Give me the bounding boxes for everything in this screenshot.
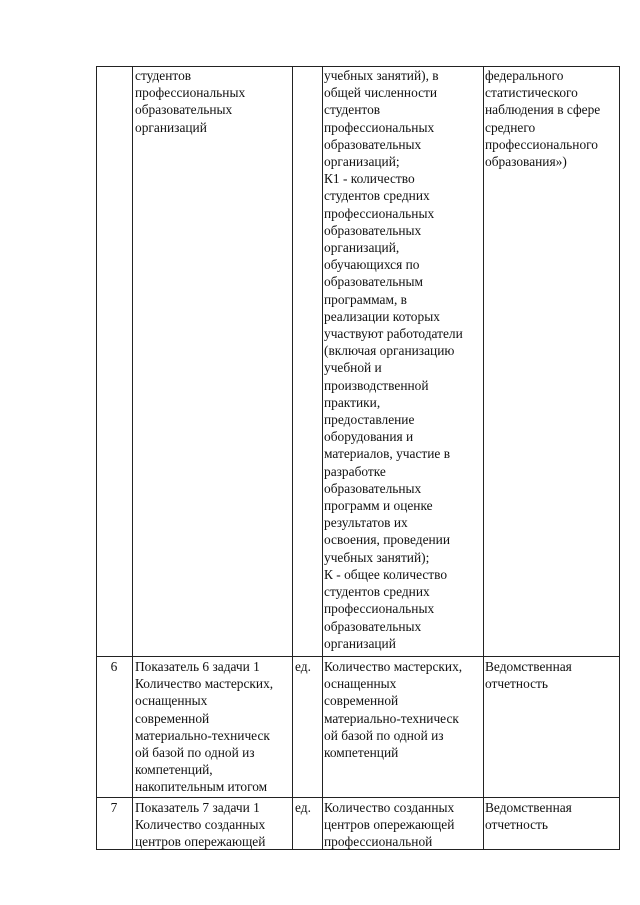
table-border-right [619, 66, 620, 850]
calculation-method-cell: Количество мастерских, оснащенных современной материально-техническ ой базой по одной из компетенций [324, 659, 463, 761]
column-divider [483, 66, 484, 850]
column-divider [292, 66, 293, 850]
data-source-cell: федерального статистического наблюдения в сфере среднего профессионального образования») [485, 68, 601, 170]
unit-cell: ед. [295, 800, 311, 815]
indicator-name-cell: Показатель 7 задачи 1 Количество созданных центров опережающей [135, 800, 266, 850]
row-divider [96, 656, 620, 657]
row-divider [96, 797, 620, 798]
table-row-number: 7 [110, 800, 118, 815]
calculation-method-cell: учебных занятий), в общей численности студентов профессиональных образовательных организаций; К1 - количество студентов средних профессиональных образовательных организаций, обучающихся по образовательным программам, в реализации которых участвуют работодатели (включая организацию учебной и производственной практики, предоставление оборудования и материалов, участие в разработке образовательных программ и оценке результатов их освоения, проведении учебных занятий); К - общее количество студентов средних профессиональных образовательных организаций [324, 68, 463, 651]
calculation-method-cell: Количество созданных центров опережающей профессиональной [324, 800, 455, 850]
column-divider [322, 66, 323, 850]
column-divider [132, 66, 133, 850]
indicator-name-cell: Показатель 6 задачи 1 Количество мастерских, оснащенных современной материально-техническ ой базой по одной из компетенций, накопительным итогом [135, 659, 274, 795]
unit-cell: ед. [295, 659, 311, 674]
table-row-number: 6 [110, 659, 118, 674]
data-source-cell: Ведомственная отчетность [485, 800, 572, 833]
table-border-left [96, 66, 97, 850]
indicator-table [96, 66, 620, 850]
data-source-cell: Ведомственная отчетность [485, 659, 572, 692]
indicator-name-cell: студентов профессиональных образовательных организаций [135, 68, 246, 135]
